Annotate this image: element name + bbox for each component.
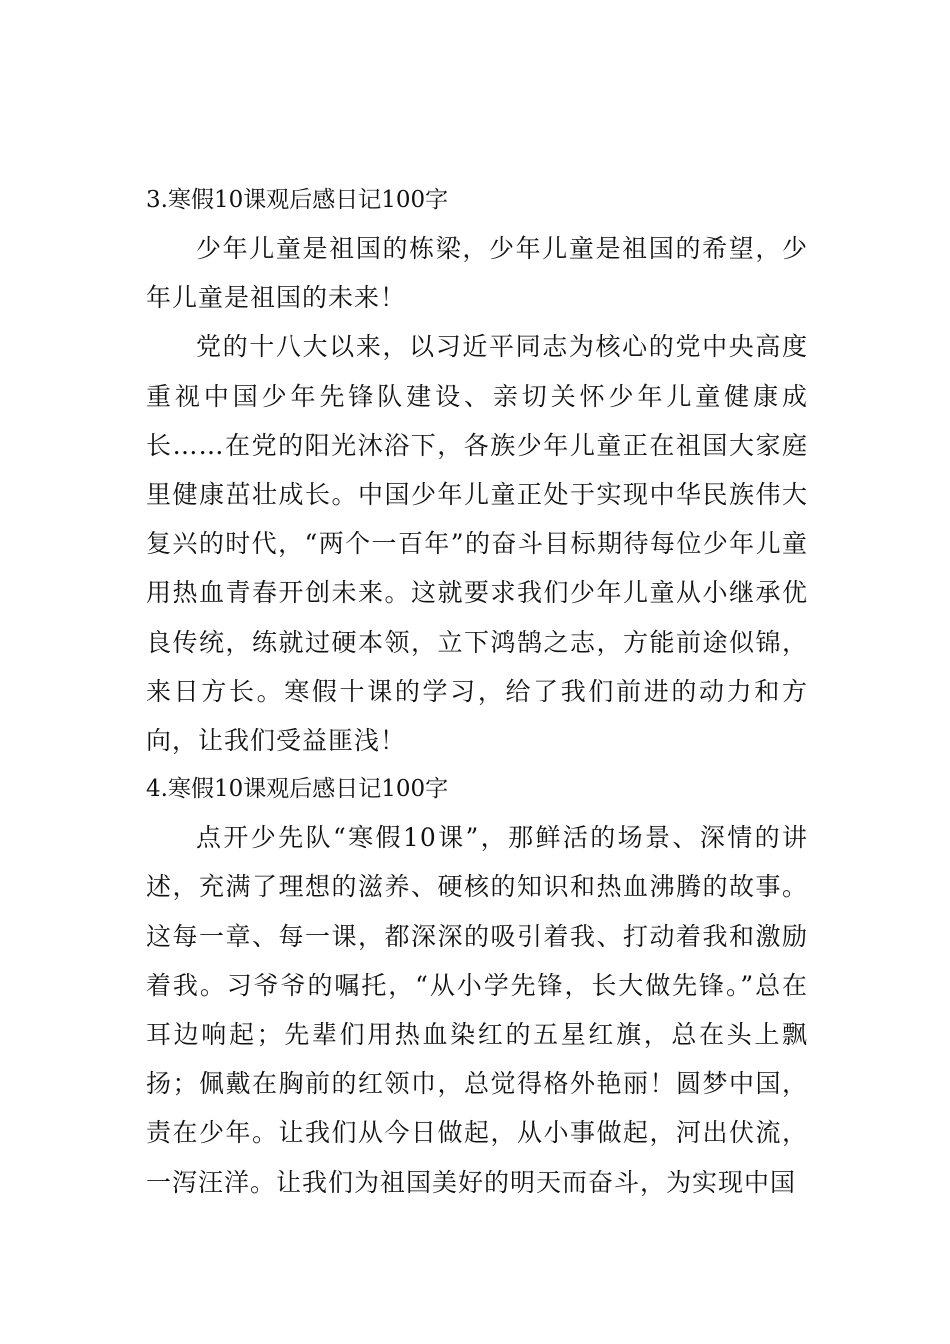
document-body [146,176,808,1207]
body-paragraph: 少年儿童是祖国的栋梁，少年儿童是祖国的希望，少年儿童是祖国的未来！ [146,234,808,313]
section-heading: 4.寒假10课观后感日记100字 [146,776,449,803]
essay-section-4 [146,765,808,1207]
body-paragraph: 点开少先队“寒假10课”，那鲜活的场景、深情的讲述，充满了理想的滋养、硬核的知识和热血沸腾的故事。这每一章、每一课，都深深的吸引着我、打动着我和激励着我。习爷爷的嘱托，“从小学先锋，长大做先锋。”总在耳边响起；先辈们用热血染红的五星红旗，总在头上飘扬；佩戴在胸前的红领巾，总觉得格外艳丽！圆梦中国，责在少年。让我们从今日做起，从小事做起，河出伏流，一泻汪洋。让我们为祖国美好的明天而奋斗，为实现中国 [146,823,808,1197]
body-paragraph: 党的十八大以来，以习近平同志为核心的党中央高度重视中国少年先锋队建设、亲切关怀少年儿童健康成长……在党的阳光沐浴下，各族少年儿童正在祖国大家庭里健康茁壮成长。中国少年儿童正处于实现中华民族伟大复兴的时代，“两个一百年”的奋斗目标期待每位少年儿童用热血青春开创未来。这就要求我们少年儿童从小继承优良传统，练就过硬本领，立下鸿鹄之志，方能前途似锦，来日方长。寒假十课的学习，给了我们前进的动力和方向，让我们受益匪浅！ [146,332,808,756]
essay-section-3 [146,176,808,765]
section-heading: 3.寒假10课观后感日记100字 [146,187,449,213]
